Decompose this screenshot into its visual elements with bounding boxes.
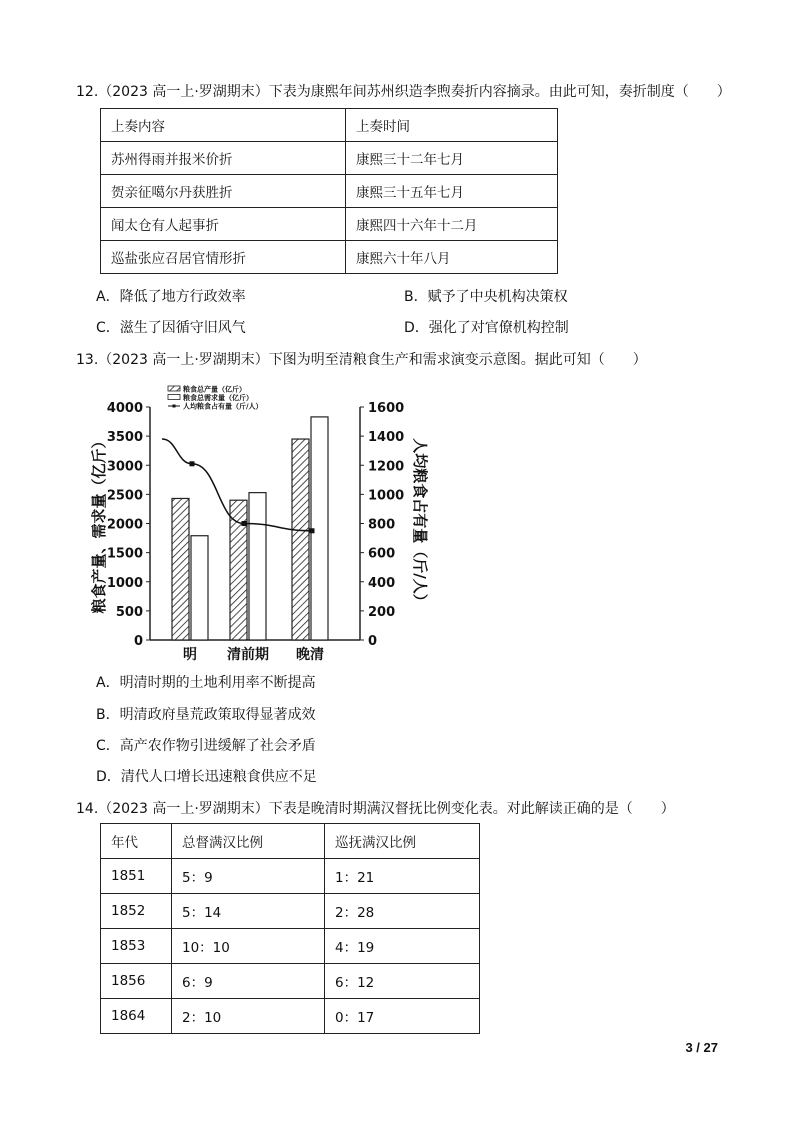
- legend-label: 人均粮食占有量（斤/人）: [183, 402, 263, 411]
- table-cell: 5：9: [172, 859, 325, 894]
- per-capita-point: [242, 521, 247, 526]
- x-category-label: 明: [183, 647, 197, 663]
- q13-stem: 13.（2023 高一上·罗湖期末）下图为明至清粮食生产和需求演变示意图。据此可知（ ）: [76, 352, 647, 368]
- y-left-tick-label: 0: [133, 634, 143, 649]
- table-row: [101, 894, 480, 929]
- table-cell: 2：28: [325, 894, 480, 929]
- table-cell: 康熙六十年八月: [346, 241, 558, 274]
- table-row: [101, 824, 480, 859]
- table-cell: 康熙四十六年十二月: [346, 208, 558, 241]
- q13-option-c[interactable]: C．高产农作物引进缓解了社会矛盾: [96, 738, 316, 754]
- q13-option-d[interactable]: D．清代人口增长迅速粮食供应不足: [96, 769, 317, 785]
- page-number: 3 / 27: [685, 1040, 718, 1055]
- q12-option-a[interactable]: A．降低了地方行政效率: [96, 289, 246, 305]
- table-cell: 苏州得雨并报米价折: [101, 142, 346, 175]
- table-cell: 巡盐张应召居官情形折: [101, 241, 346, 274]
- y-left-tick-label: 4000: [106, 401, 143, 416]
- table-row: [101, 241, 558, 274]
- table-cell: 总督满汉比例: [172, 824, 325, 859]
- legend-swatch-production: [168, 386, 180, 391]
- bar-production: [292, 439, 309, 640]
- y-left-tick-label: 2500: [106, 488, 143, 504]
- table-cell: 巡抚满汉比例: [325, 824, 480, 859]
- legend-label: 粮食总产量（亿斤）: [183, 385, 246, 394]
- table-cell: 1852: [101, 894, 172, 929]
- y-right-tick-label: 0: [368, 634, 378, 649]
- table-cell: 0：17: [325, 999, 480, 1034]
- x-category-label: 晚清: [296, 647, 324, 663]
- per-capita-point: [310, 528, 315, 533]
- table-cell: 10：10: [172, 929, 325, 964]
- q14-table: [100, 823, 480, 1034]
- grain-chart: [90, 385, 440, 670]
- table-row: [101, 929, 480, 964]
- y-right-tick-label: 1600: [368, 401, 405, 416]
- table-row: [101, 208, 558, 241]
- table-row: [101, 964, 480, 999]
- y-left-tick-label: 3500: [106, 430, 143, 446]
- y-right-axis-title: 人均粮食占有量（斤/人）: [411, 438, 429, 609]
- table-cell: 5：14: [172, 894, 325, 929]
- q12-option-c[interactable]: C．滋生了因循守旧风气: [96, 320, 246, 336]
- legend-swatch-demand: [168, 395, 180, 400]
- table-cell: 上奏内容: [101, 109, 346, 142]
- bar-demand: [249, 493, 266, 640]
- table-row: [101, 109, 558, 142]
- y-right-tick-label: 600: [368, 546, 396, 562]
- table-cell: 1853: [101, 929, 172, 964]
- bar-demand: [191, 536, 208, 640]
- table-cell: 上奏时间: [346, 109, 558, 142]
- table-cell: 康熙三十二年七月: [346, 142, 558, 175]
- y-left-tick-label: 500: [115, 604, 143, 620]
- table-cell: 6：9: [172, 964, 325, 999]
- table-cell: 1864: [101, 999, 172, 1034]
- y-right-tick-label: 200: [368, 604, 396, 620]
- q12-table: [100, 108, 558, 274]
- q12-option-d[interactable]: D．强化了对官僚机构控制: [404, 320, 569, 336]
- table-cell: 年代: [101, 824, 172, 859]
- y-right-tick-label: 1200: [368, 459, 405, 475]
- table-cell: 1851: [101, 859, 172, 894]
- table-cell: 4：19: [325, 929, 480, 964]
- y-right-tick-label: 1400: [368, 430, 405, 446]
- q12-option-b[interactable]: B．赋予了中央机构决策权: [404, 289, 568, 305]
- table-cell: 6：12: [325, 964, 480, 999]
- table-cell: 贺亲征噶尔丹获胜折: [101, 175, 346, 208]
- y-left-axis-title: 粮食产量、需求量（亿斤）: [90, 433, 108, 614]
- y-left-tick-label: 1000: [106, 575, 143, 591]
- y-right-tick-label: 800: [368, 517, 396, 533]
- y-left-tick-label: 1500: [106, 546, 143, 562]
- table-cell: 2：10: [172, 999, 325, 1034]
- legend-label: 粮食总需求量（亿斤）: [183, 394, 253, 402]
- q13-option-b[interactable]: B．明清政府垦荒政策取得显著成效: [96, 707, 316, 723]
- table-row: [101, 175, 558, 208]
- x-category-label: 清前期: [227, 647, 269, 663]
- y-left-tick-label: 2000: [106, 517, 143, 533]
- q14-stem: 14.（2023 高一上·罗湖期末）下表是晚清时期满汉督抚比例变化表。对此解读正确的是（ ）: [76, 801, 675, 817]
- table-cell: 1：21: [325, 859, 480, 894]
- y-right-tick-label: 1000: [368, 488, 405, 504]
- q13-option-a[interactable]: A．明清时期的土地利用率不断提高: [96, 675, 316, 691]
- table-row: [101, 859, 480, 894]
- per-capita-point: [190, 461, 195, 466]
- table-cell: 康熙三十五年七月: [346, 175, 558, 208]
- y-left-tick-label: 3000: [106, 459, 143, 475]
- table-cell: 1856: [101, 964, 172, 999]
- table-cell: 闻太仓有人起事折: [101, 208, 346, 241]
- legend-swatch-point: [173, 405, 176, 408]
- q12-stem: 12.（2023 高一上·罗湖期末）下表为康熙年间苏州织造李煦奏折内容摘录。由此可知，奏折制度（ ）: [76, 84, 731, 100]
- table-row: [101, 999, 480, 1034]
- y-right-tick-label: 400: [368, 575, 396, 591]
- bar-production: [172, 498, 189, 640]
- table-row: [101, 142, 558, 175]
